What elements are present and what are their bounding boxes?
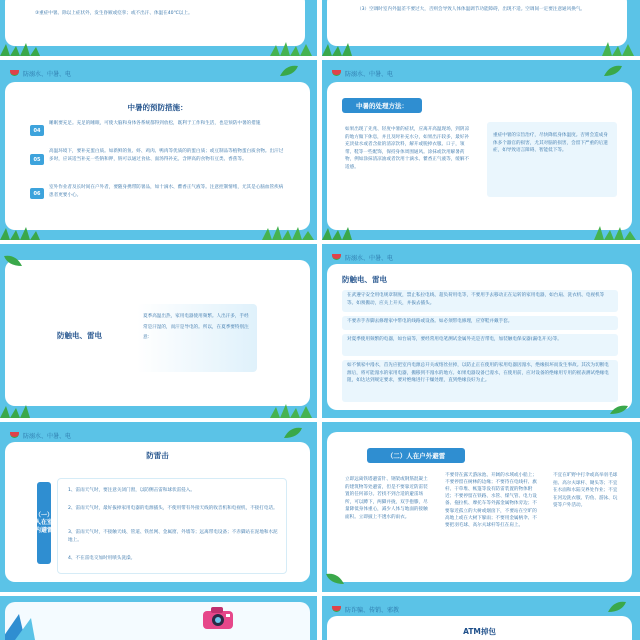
slide-header: 防溺水、中暑、电 [10, 66, 71, 80]
item-text: 4、不在雷电交加时用喷头洗澡。 [68, 556, 136, 561]
slide-title: 防雷击 [146, 451, 169, 460]
item-number: 05 [30, 154, 44, 165]
grass-decoration [0, 42, 317, 56]
leaf-icon [2, 254, 24, 268]
slide-9[interactable] [0, 596, 317, 640]
item-number: 04 [30, 125, 44, 136]
slide-4[interactable] [322, 60, 640, 240]
slide-2-line: （3）空调时室内外温差不要过大，否则会导致人体体温调节功能障碍，出现不适。空调间一定要注意通风换气。 [357, 7, 586, 12]
watermelon-icon [332, 606, 341, 612]
item-box [342, 360, 618, 402]
grass-decoration [322, 226, 640, 240]
side-label: （一）人在室内避雷 [37, 482, 51, 564]
slide-header: 防诈骗、传销、邪教 [332, 602, 399, 616]
slide-10[interactable] [322, 596, 640, 640]
slide-7[interactable] [0, 422, 317, 592]
slide-title: ATM掉包 [463, 627, 496, 636]
slide-title: 防触电、雷电 [342, 275, 387, 284]
slide-1[interactable] [0, 0, 317, 56]
right-column-text: 重症中暑的宗旨治疗，尽快降低身体温度。否则会造成身体多个器官的损害，尤其对脑的损害，会留下严重的后遗症，如导致语言障碍、智能低下等。 [493, 133, 608, 154]
grass-decoration [0, 404, 317, 418]
slide-header: 防溺水、中暑、电 [332, 66, 393, 80]
slide-8[interactable] [322, 422, 640, 592]
slide-2[interactable] [322, 0, 640, 56]
leaf-icon [324, 572, 346, 586]
item-text: 睡眠要充足。充足的睡眠，可使大脑和身体各系统都得到放松，既利于工作和生活，也是预防中暑的措施 [49, 121, 261, 126]
slide-6[interactable] [322, 244, 640, 418]
slide-header: 防溺水、中暑、电 [10, 428, 71, 442]
leaf-icon [608, 404, 630, 416]
item-text: 1、雷雨天气时，要注意关闭门窗，以防侧击雷和球状雷侵入。 [68, 488, 195, 493]
watermelon-icon [10, 432, 19, 438]
left-column-text: 如果出现了先兆、轻度中暑的症状，应离开高温现场，到阴凉的地方做下休息，并且及时补充水分，如果出汗较多，最好补充淡盐水或者含盐的清凉饮料，解开或脱掉衣服、口子，领带、鞋等一些配饰，保持身体周围通风。涂抹或饮用解暑药物，例如涂抹清凉油或者饮用十滴水、藿香正气液等，缓解不适感。 [345, 127, 470, 170]
slide-3[interactable] [0, 60, 317, 240]
intro-text: 夏季高温出热，家用电器使用频繁。人出汗多，手经常是汗湿的，而汗是导电的。所以，在夏季要特别注意： [143, 314, 249, 341]
slide-5[interactable] [0, 244, 317, 418]
right-panel [487, 122, 617, 197]
column-text: 立即远离铁塔避雷针、钢架或钢筋混凝土的建筑物等处避雷，但是不要靠近防雷装置的任何部分。若找不到合适的避雷场所，可以蹲下，两脚并拢，双手抱膝，尽量降低身体重心，减少人体与地面的接触面积。立即披上不透水的雨衣。 [345, 477, 428, 520]
slide-1-line: ③重症中暑。除以上症状外，发生昏厥或痉挛；或不出汗、体温在40℃以上。 [35, 11, 193, 16]
watermelon-icon [332, 70, 341, 76]
leaf-icon [282, 426, 304, 440]
camera-icon [201, 605, 235, 631]
item-text: 在武遵守安全用电规章制度，禁止私拉电线、超负荷用电等，不要用手去移动正在运转的家用电器，如台扇、洗衣机、电视机等等。如须搬动，应关上开关，并拔去插头。 [347, 293, 605, 306]
column-text: 不要待在露天游泳池、开阔的水域或小船上；不要停留在树林的边缘；不要待在电线杆、旗杆、干草堆、帐篷等没有防雷装置的物体附近；不要停留在铁路、水管、煤气管、电力设备、拖拉机、摩托车等外露金属物体旁边；不要靠近孤立的大树或烟囱下，不要站在空旷的高地上或在大树下躲雨；不要用金属柄伞、不要把羽毛球、高尔夫球杆等扛在肩上。 [445, 473, 537, 528]
leaf-icon [606, 600, 628, 614]
item-text: 2、雷雨天气时，最好拔掉家用电器的电源插头，不使用带有外接天线的收音机和电视机，不接打电话。 [68, 506, 278, 511]
watermelon-icon [332, 254, 341, 260]
item-text: 高温环境下，要补充蛋白质。如新鲜的鱼、虾、鸡肉、鸭肉等优质的的蛋白质；或豆制品等植物蛋白质食物。出汗过多时，应该适当补充一些钠和钾，钠可以通过食盐、面汤得补充。含钾高的食物有豆类、香蕉等。 [49, 149, 284, 162]
item-text: 室外作业者及长时间在户外者，要随身携带防暑品，如十滴水、藿香正气液等。注意控制情绪，尤其是心脑血管疾病患者更要小心。 [49, 185, 284, 198]
column-text: 不宜在旷野中打伞或高举羽毛球拍、高尔夫球杆、锄头等；不宜在水面和水陆交界处作业；不宜在河边洗衣服、钓鱼、游泳、玩耍等户外活动。 [553, 473, 618, 509]
fan-decoration-icon [5, 610, 41, 640]
items-box [57, 478, 287, 574]
item-text: 不要赤手赤脚去修理家中带电的线路或设备。如必须带电修理，应穿鞋并戴手套。 [347, 319, 513, 324]
slide-title: 中暑的预防措施： [127, 103, 188, 112]
grass-decoration [0, 226, 317, 240]
slide-title: 防触电、雷电 [57, 331, 102, 340]
item-box [342, 316, 618, 330]
watermelon-icon [10, 70, 19, 76]
section-pill: （二）人在户外避雷 [367, 448, 465, 463]
item-box [342, 290, 618, 312]
slide-header: 防溺水、中暑、电 [332, 250, 393, 264]
leaf-icon [278, 64, 300, 78]
item-text: 对夏季使用频繁的电器，如台扇等，要经常用电笔测试金属外壳是否带电，加装触电保安器(漏电开关)等。 [347, 337, 562, 342]
item-text: 如不慎家中漫水，首先应把室内电源总开关或熔丝拉掉，以防止正在使用的家用电器因漫水，绝缘损坏而发生事故。其次为切断电源后，将可能漫水的家用电器，搬移到不漫水的地方。如果电器设备已漫水，在使用前，应对设备的绝缘用专用的摇表测试绝缘电阻，如达达到规定要求，要对绝缘进行干燥处理，直到绝缘良好为止。 [347, 363, 609, 384]
item-number: 06 [30, 188, 44, 199]
grass-decoration [322, 42, 640, 56]
intro-box [137, 304, 257, 372]
leaf-icon [602, 64, 624, 78]
item-text: 3、雷雨天气时，不接触天线、管道、铁丝网、金属窗、外墙等；远离带电设备；不赤脚站在泥地和水泥地上。 [68, 530, 278, 543]
item-box [342, 334, 618, 356]
section-pill: 中暑的处理方法： [342, 98, 422, 113]
